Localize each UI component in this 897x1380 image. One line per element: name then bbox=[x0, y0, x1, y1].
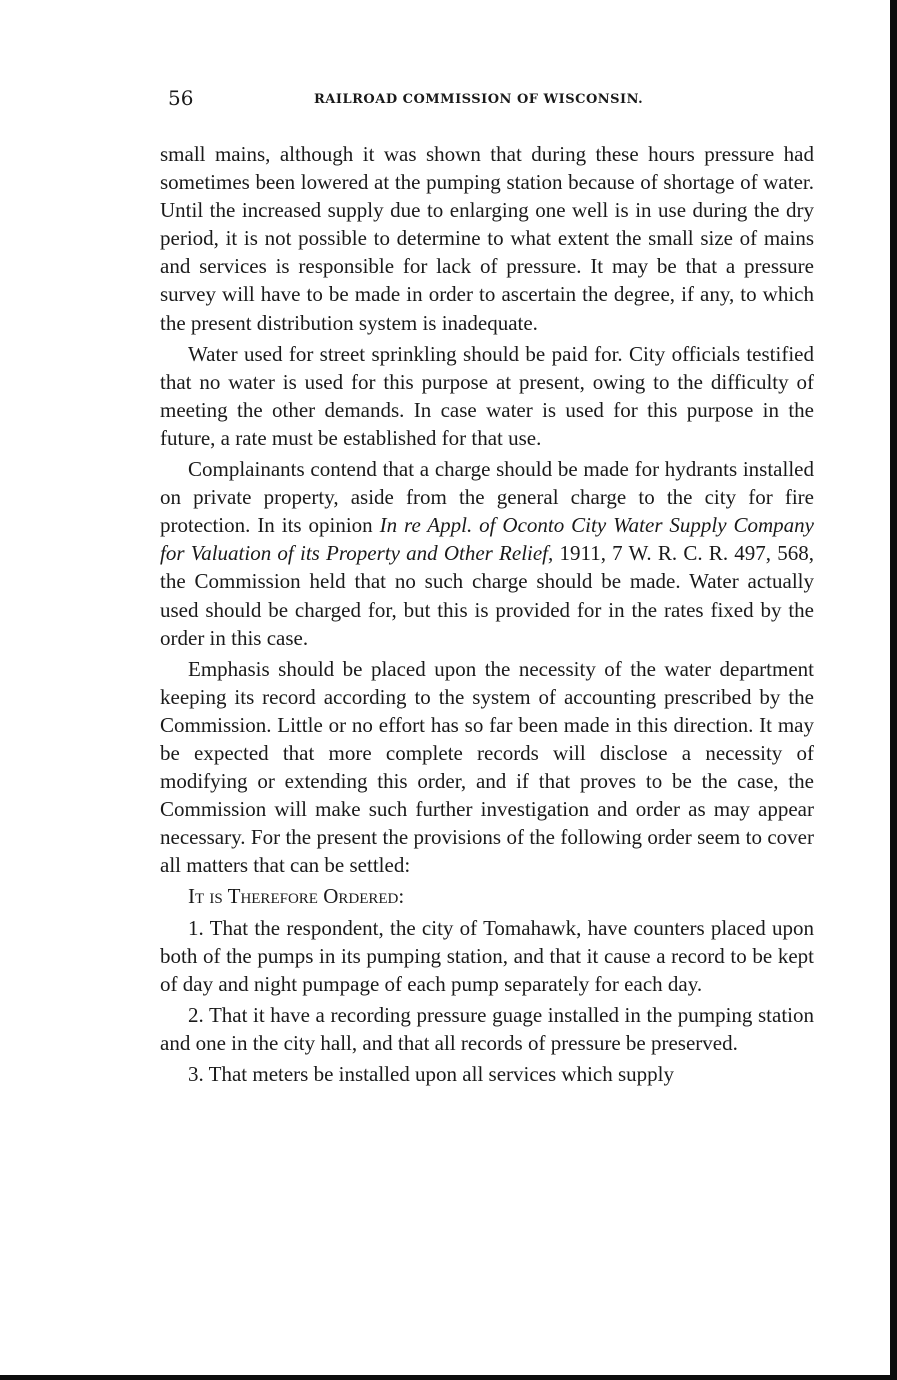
body-text bbox=[160, 140, 814, 1091]
hydrant-text-before: Complainants contend that a charge should be made for hydrants installed on private property, aside from the general charge to the city for fire protection. In its opinion bbox=[160, 457, 814, 538]
paragraph-street-sprinkling: Water used for street sprinkling should be paid for. City officials testified that no water is used for this purpose at present, owing to the difficulty of meeting the other demands. In case water is used for this purpose in the future, a rate must be established for that use. bbox=[160, 341, 814, 450]
scan-edge-right bbox=[890, 0, 897, 1380]
order-item-2: 2. That it have a recording pressure guage installed in the pumping station and one in the city hall, and that all records of pressure be preserved. bbox=[160, 1002, 814, 1055]
paragraph-accounting-records: Emphasis should be placed upon the necessity of the water department keeping its record according to the system of accounting prescribed by the Commission. Little or no effort has so far been made in this direction. It may be expected that more complete records will disclose a necessity of modifying or extending this order, and if that proves to be the case, the Commission will make such further investigation and order as may appear necessary. For the present the provisions of the following order seem to cover all matters that can be settled: bbox=[160, 656, 814, 878]
case-citation-title: In re Appl. of Oconto City Water Supply Company for Valuation of its Property and Other Relief, bbox=[160, 513, 814, 566]
page-number: 56 bbox=[168, 86, 194, 110]
paragraph-hydrant-charge bbox=[160, 455, 814, 652]
scan-edge-bottom bbox=[0, 1375, 897, 1380]
running-title: RAILROAD COMMISSION OF WISCONSIN. bbox=[314, 92, 644, 107]
hydrant-text-after: 1911, 7 W. R. C. R. 497, 568, the Commission held that no such charge should be made. Water actually used should be charged for, but this is provided for in the rates fixed by the order in this case. bbox=[160, 541, 814, 650]
paragraph-mains-pressure: small mains, although it was shown that during these hours pressure had sometimes been lowered at the pumping station because of shortage of water. Until the increased supply due to enlarging one well is in use during the dry period, it is not possible to determine to what extent the small size of mains and services is responsible for lack of pressure. It may be that a pressure survey will have to be made in order to ascertain the degree, if any, to which the present distribution system is inadequate. bbox=[160, 142, 814, 335]
order-item-3: 3. That meters be installed upon all services which supply bbox=[188, 1062, 675, 1086]
order-item-1: 1. That the respondent, the city of Tomahawk, have counters placed upon both of the pumps in its pumping station, and that it cause a record to be kept of day and night pumpage of each pump separately for each day. bbox=[160, 915, 814, 996]
order-heading: It is Therefore Ordered: bbox=[188, 884, 405, 909]
